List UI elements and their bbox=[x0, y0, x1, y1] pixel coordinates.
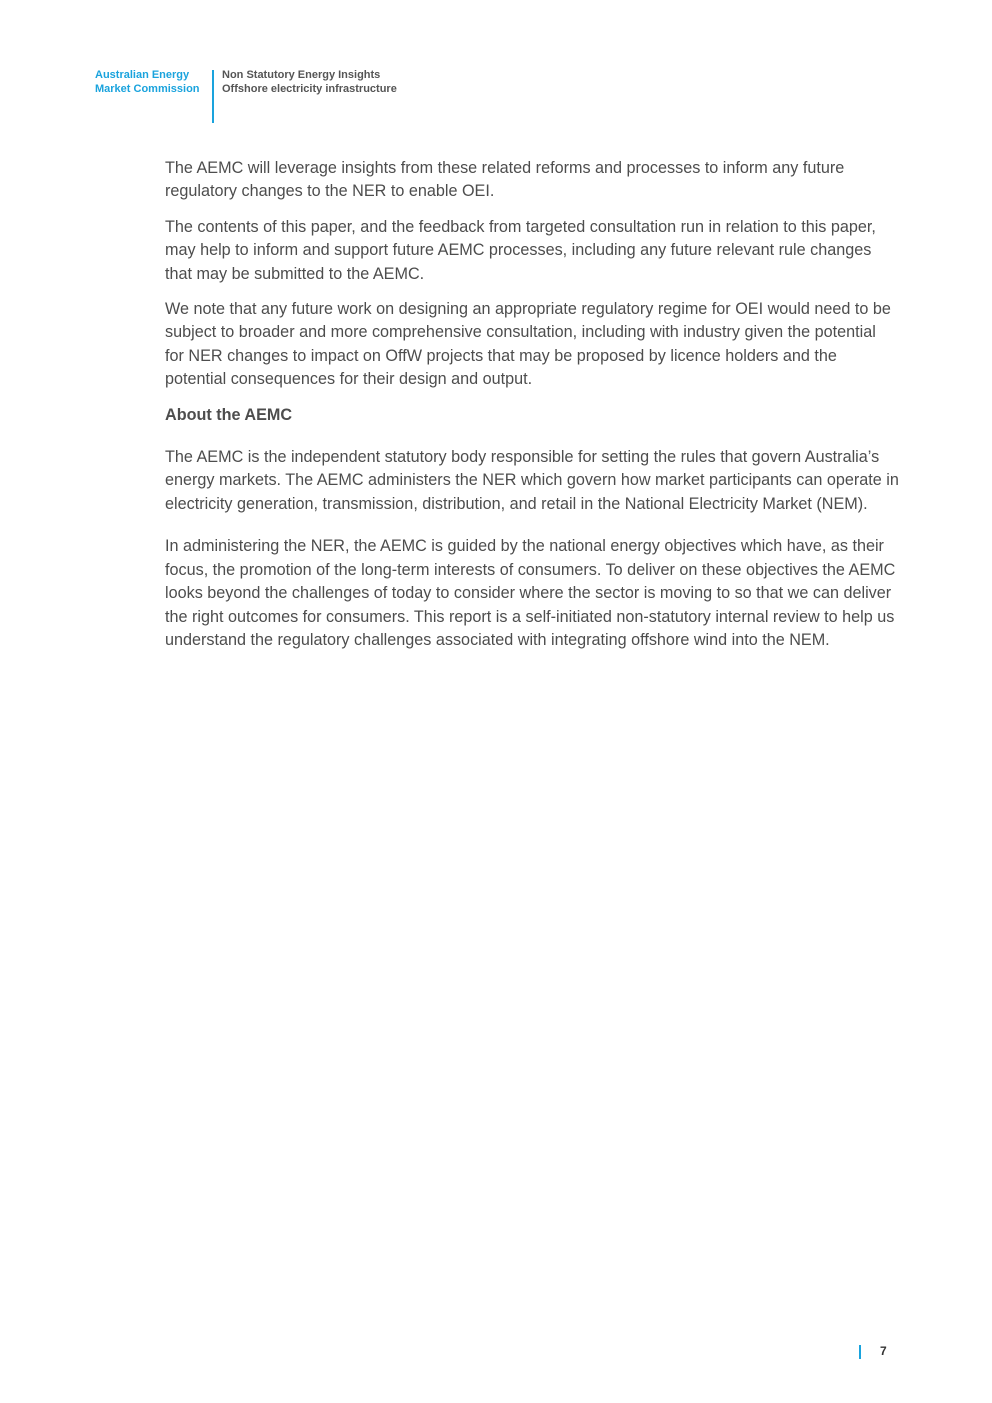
organization-name-line-1: Australian Energy bbox=[95, 69, 190, 81]
section-heading: About the AEMC bbox=[165, 405, 293, 424]
body-paragraph: In administering the NER, the AEMC is guided by the national energy objectives which have, as their focus, the promotion of the long-term interests of consumers. To deliver on these objectives the AEMC looks beyond the challenges of today to consider where the sector is moving to so that we can deliver the right outcomes for consumers. This report is a self-initiated non-statutory internal review to help us understand the regulatory challenges associated with integrating offshore wind into the NEM. bbox=[165, 537, 896, 649]
page-footer bbox=[857, 1343, 897, 1361]
page-number: 7 bbox=[880, 1344, 887, 1358]
document-subtitle: Offshore electricity infrastructure bbox=[222, 83, 397, 95]
page-header bbox=[95, 68, 495, 124]
body-paragraph: We note that any future work on designing an appropriate regulatory regime for OEI would need to be subject to broader and more comprehensive consultation, including with industry given the potential for NER changes to impact on OffW projects that may be proposed by licence holders and the potential consequences for their design and output. bbox=[165, 300, 891, 389]
body-paragraph: The AEMC is the independent statutory body responsible for setting the rules that govern Australia’s energy markets. The AEMC administers the NER which govern how market participants can operate in electricity generation, transmission, distribution, and retail in the National Electricity Market (NEM). bbox=[165, 448, 899, 513]
document-title-block bbox=[222, 68, 397, 96]
document-series-title: Non Statutory Energy Insights bbox=[222, 69, 381, 81]
organization-name bbox=[95, 68, 207, 96]
body-paragraph: The AEMC will leverage insights from these related reforms and processes to inform any future regulatory changes to the NER to enable OEI. bbox=[165, 159, 845, 201]
body-paragraph: The contents of this paper, and the feedback from targeted consultation run in relation to this paper, may help to inform and support future AEMC processes, including any future relevant rule changes that may be submitted to the AEMC. bbox=[165, 217, 876, 283]
header-divider bbox=[212, 70, 214, 123]
footer-divider bbox=[859, 1345, 861, 1359]
organization-name-line-2: Market Commission bbox=[95, 83, 200, 95]
main-content bbox=[165, 157, 899, 664]
